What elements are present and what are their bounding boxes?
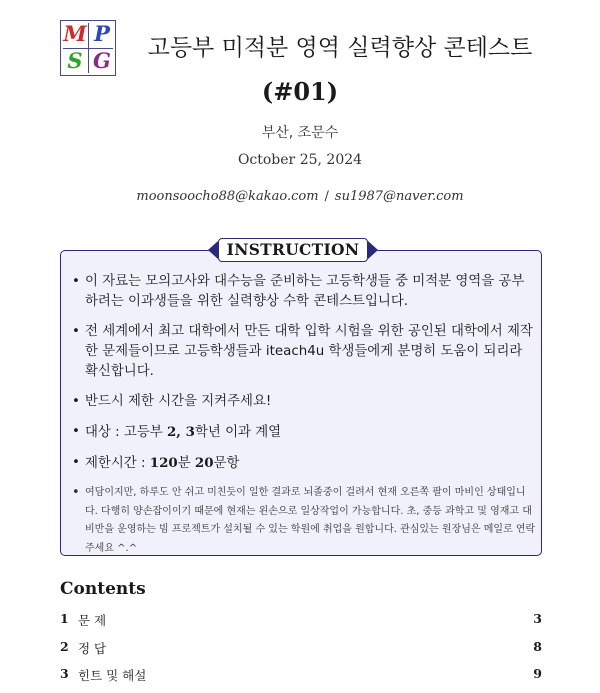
- note-text: 여담이지만, 하루도 안 쉬고 미친듯이 일한 결과로 뇌졸중이 걸려서 현재 오른쪽 팔이 마비인 상태입니다. 다행히 양손잡이이기 때문에 현재는 왼손으로 일상작업이 가능합니다. 초, 중등 과학고 및 영재고 대비반을 운영하는 빔 프로젝트가 설치될 수 있는 학원에 취업을 원합니다. 관심있는 원장님은 메일로 연락 주세요 ^.^: [85, 487, 536, 554]
- list-item-note: [70, 484, 536, 558]
- question-count: 20: [194, 455, 214, 471]
- toc-number: 2: [60, 639, 69, 654]
- time-prefix: 제한시간 :: [85, 456, 150, 471]
- list-item: [70, 272, 536, 312]
- label-right-arrow-icon: [368, 241, 378, 259]
- list-item: [70, 392, 536, 412]
- toc-page: 9: [533, 666, 542, 681]
- toc-row[interactable]: [60, 666, 542, 686]
- time-minutes: 120: [149, 455, 178, 471]
- contact-emails: [0, 189, 600, 204]
- bullet-icon: •: [72, 324, 80, 339]
- toc-row[interactable]: [60, 611, 542, 631]
- list-item-target: [70, 422, 536, 443]
- toc-title: 힌트 및 해설: [78, 668, 147, 683]
- toc-title: 문 제: [78, 613, 107, 628]
- toc-row[interactable]: [60, 639, 542, 659]
- target-grades: 2, 3: [166, 424, 195, 440]
- toc-number: 1: [60, 611, 69, 626]
- instruction-label: INSTRUCTION: [218, 238, 368, 262]
- toc-title: 정 답: [78, 641, 107, 656]
- bullet-icon: •: [72, 485, 80, 500]
- document-title-number: (#01): [261, 77, 339, 106]
- instruction-list: [70, 272, 536, 568]
- bullet-icon: •: [72, 424, 80, 439]
- toc-number: 3: [60, 666, 69, 681]
- mpsg-logo: [60, 20, 116, 76]
- bullet-icon: •: [72, 455, 80, 470]
- author: 부산, 조문수: [261, 125, 339, 141]
- list-item-text: 이 자료는 모의고사와 대수능을 준비하는 고등학생들 중 미적분 영역을 공부하려는 이과생들을 위한 실력향상 수학 콘테스트입니다.: [85, 274, 525, 309]
- logo-letter-s: S: [67, 48, 83, 73]
- toc-page: 8: [533, 639, 542, 654]
- toc-page: 3: [533, 611, 542, 626]
- bullet-icon: •: [72, 274, 80, 289]
- logo-letter-p: P: [94, 21, 110, 46]
- bullet-icon: •: [72, 394, 80, 409]
- list-item: [70, 322, 536, 382]
- target-prefix: 대상 : 고등부: [85, 425, 167, 440]
- list-item-text: 전 세계에서 최고 대학에서 만든 대학 입학 시험을 위한 공인된 대학에서 제작한 문제들이므로 고등학생들과 iteach4u 학생들에게 분명히 도움이 되리라 확신합니다.: [85, 324, 533, 379]
- label-left-arrow-icon: [208, 241, 218, 259]
- list-item-time-limit: [70, 453, 536, 474]
- logo-letter-g: G: [93, 48, 111, 73]
- document-date: October 25, 2024: [237, 152, 363, 168]
- time-suffix: 문항: [213, 456, 240, 471]
- time-mid: 분: [177, 456, 195, 471]
- document-title: 고등부 미적분 영역 실력향상 콘테스트: [147, 35, 533, 61]
- email-separator: /: [324, 189, 329, 204]
- logo-letter-m: M: [63, 21, 87, 46]
- contents-heading: Contents: [60, 579, 146, 599]
- email-link-naver[interactable]: su1987@naver.com: [334, 189, 464, 204]
- list-item-text: 반드시 제한 시간을 지켜주세요!: [85, 394, 272, 409]
- email-link-kakao[interactable]: moonsoocho88@kakao.com: [136, 189, 319, 204]
- target-suffix: 학년 이과 계열: [194, 425, 282, 440]
